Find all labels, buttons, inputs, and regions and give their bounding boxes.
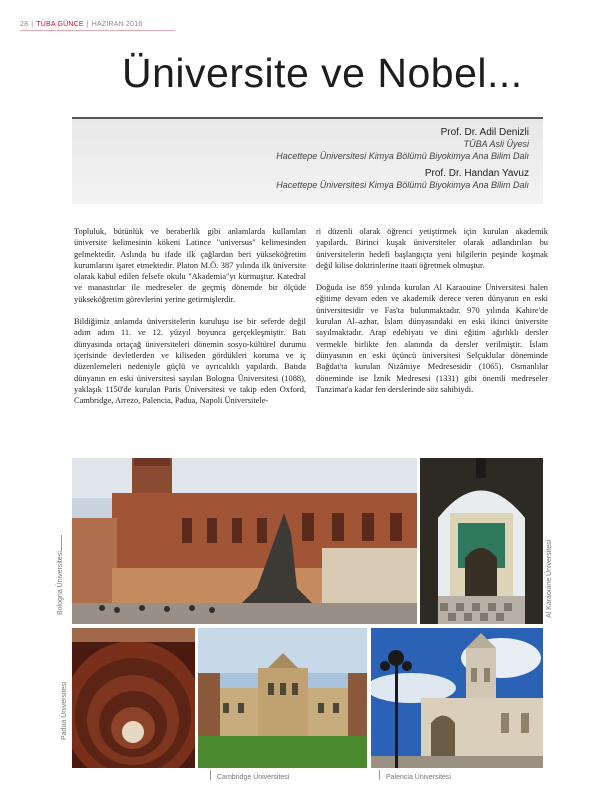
caption-rule [379,770,380,780]
article-title: Üniversite ve Nobel... [122,50,523,96]
running-header [20,18,142,30]
paragraph: Topluluk, bütünlük ve beraberlik gibi anlamlarda kullanılan üniversite kelimesinin kökeni Latince "universus" kelimesinden gelmektedir. Aslında bu ifade ilk çağlardan beri yükseköğretim kurumlarını işaret etmektedir. Platon M.Ö. 387 yılında ilk üniversite olarak kabul edilen felsefe okulu "Akademia"yı kurmuştur. Katedral ve manastırlar ile medreseler de geçmiş dönemde bir ölçüde yükseköğretim görevlerini yerine getirmişlerdir. [74,227,306,304]
header-separator: | [31,20,34,28]
author-box [72,117,543,204]
caption-bologna: Bologna Üniversitesi [57,551,64,615]
paragraph: ri düzenli olarak öğrenci yetiştirmek için kurulan akademik yapılardı. Birinci kuşak üniversiteler olarak adlandırılan bu üniversitelerin hedefi başlangıçta yeni bilgilerin peşinde koşmak değil kilise doktrinlerine itaati öğretmek olmuştur. [316,227,548,270]
caption-rule [61,535,62,551]
author-role: TÜBA Asli Üyesi [463,139,529,149]
caption-cambridge: Cambridge Üniversitesi [217,774,290,781]
author-block [72,127,543,162]
caption-rule [210,770,211,780]
magazine-brand: TÜBA GÜNCE [36,20,84,28]
header-separator: | [86,20,89,28]
paragraph: Bildiğimiz anlamda üniversitelerin kuruluşu ise bir seferde değil adım adım 11. ve 12. yüzyıl boyunca gerçekleşmiştir. Batı dünyasında ortaçağ üniversiteleri dönemin sosyo-kültürel durumu içerisinde devletlerden ve kiliseden gördükleri koruma ve iç düzenlemeleri nedeniyle güçlü ve ayrıcalıklı yapılardı. Batıda dünyanın en eski üniversitesi sayılan Bologna Üniversitesi (1088), yaklaşık 1150'de kurulan Paris Üniversitesi ve takip eden Oxford, Cambridge, Arrezo, Palencia, Padua, Napoli Üniversitele- [74,317,306,406]
author-block [72,168,543,191]
padua-photo [72,628,195,768]
author-affiliation: Hacettepe Üniversitesi Kimya Bölümü Biyokimya Ana Bilim Dalı [276,151,529,161]
caption-karaouine: Al Karaouine Üniversitesi [546,539,553,618]
header-rule [20,30,175,31]
caption-palencia: Palencia Üniversitesi [386,774,451,781]
caption-padua: Padua Üniversitesi [61,681,68,740]
issue-date: HAZİRAN 2016 [91,20,143,28]
body-column-right [316,226,548,406]
bologna-photo [72,458,417,624]
body-column-left [74,226,306,417]
author-affiliation: Hacettepe Üniversitesi Kimya Bölümü Biyokimya Ana Bilim Dalı [276,180,529,190]
cambridge-photo [198,628,367,768]
palencia-photo [371,628,543,768]
paragraph: Doğuda ise 859 yılında kurulan Al Karaouine Üniversitesi halen eğitime devam eden ve akademik derece veren dünyanın en eski üniversitesidir ve Fas'ta bulunmaktadır. 970 yılında Kahire'de kurulan Al–azhar, İslam dünyasındaki en eski ikinci üniversite sayılmaktadır. Arap edebiyatı ve dini eğitim ağırlıklı dersler vermekle birlikte fen alanında da dersler verilmiştir. İslam dünyasının en eski üçüncü üniversitesi Selçuklular döneminde Bağdat'ta kurulan Nizâmiye Medresesidir (1065). Osmanlılar döneminde ise İznik Medresesi (1331) gibi önemli medreseler Tanzimat'a kadar fen derslerinde söz sahibiydi. [316,283,548,394]
author-name: Prof. Dr. Handan Yavuz [424,168,529,179]
page-number: 28 [20,20,29,28]
author-name: Prof. Dr. Adil Denizli [440,127,529,138]
karaouine-photo [420,458,543,624]
